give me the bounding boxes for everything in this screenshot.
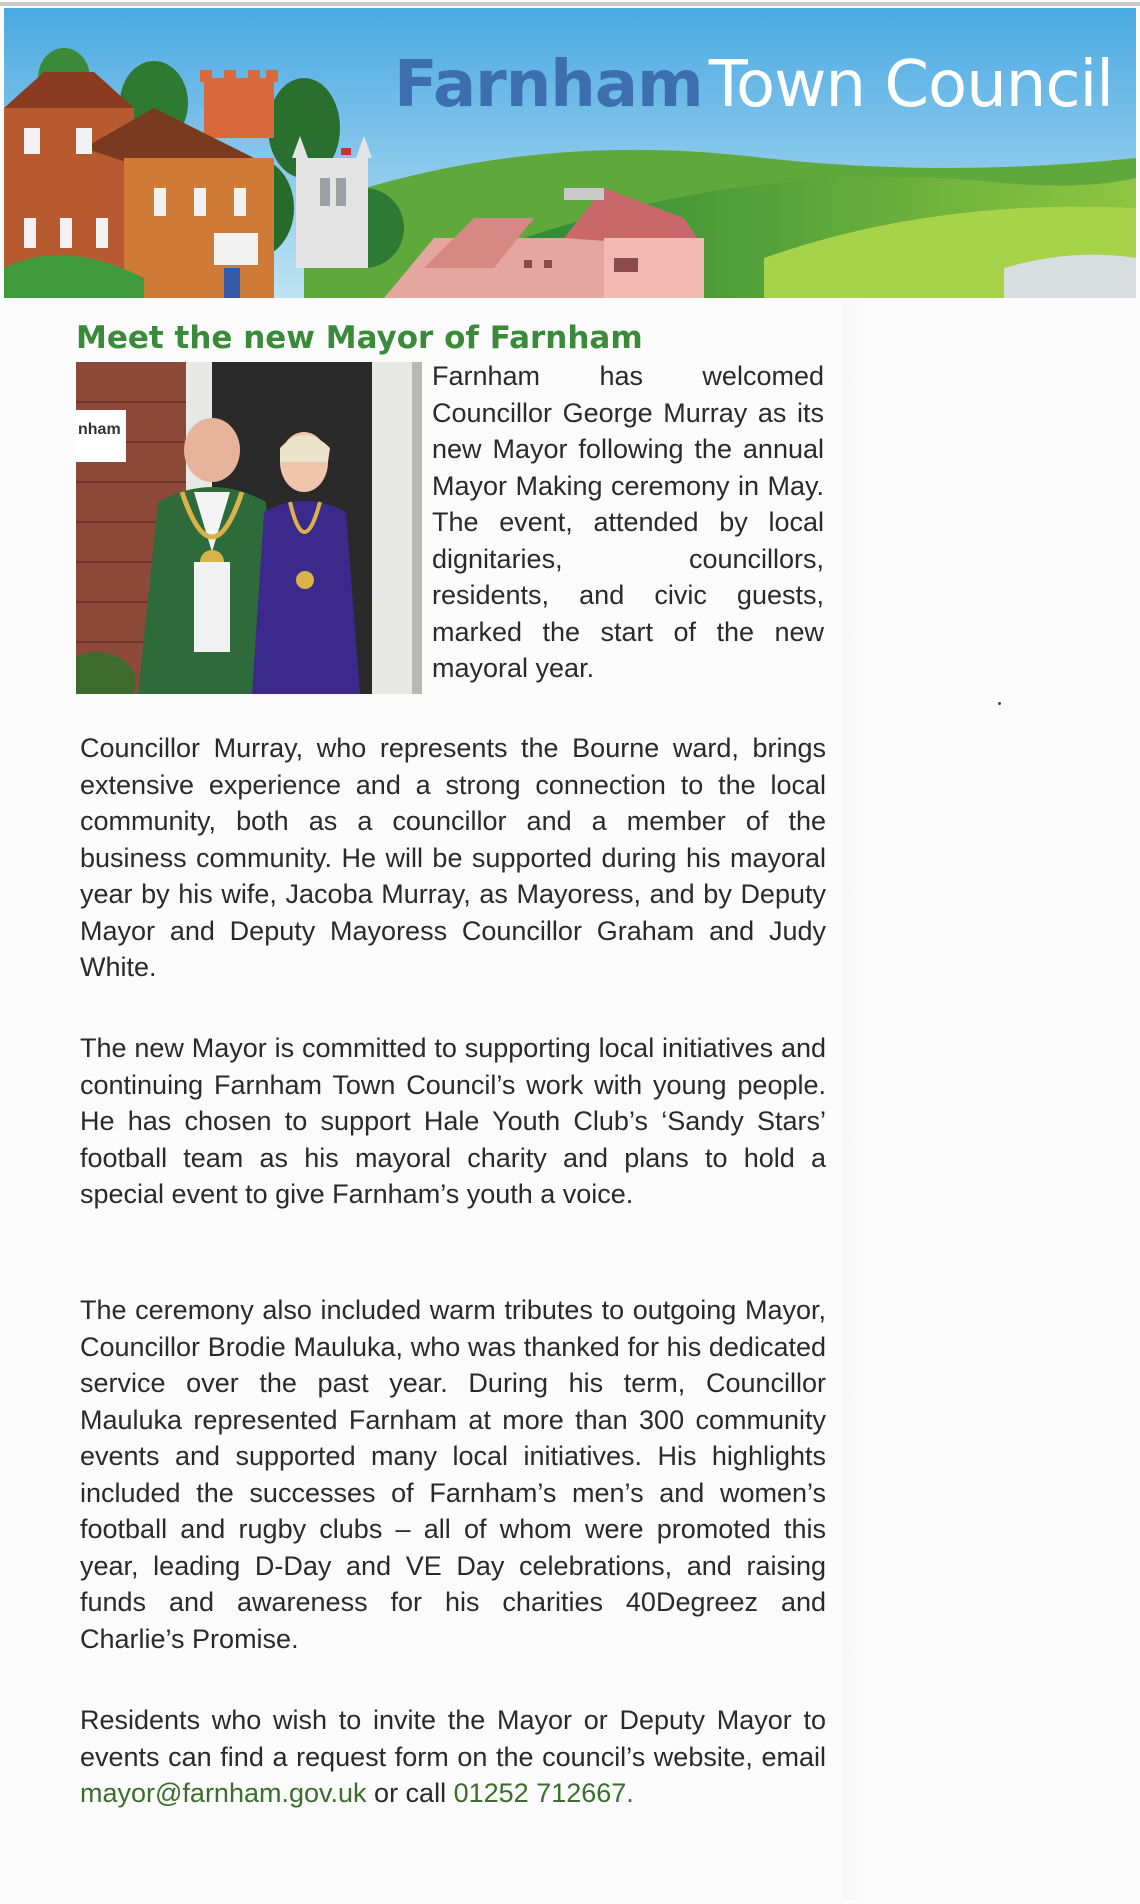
scan-edge-line (0, 2, 1140, 6)
council-phone-number[interactable]: 01252 712667 (453, 1778, 627, 1808)
banner-title (394, 48, 1113, 122)
body-paragraph-3: The ceremony also included warm tributes to outgoing Mayor, Councillor Brodie Mauluka, who was thanked for his dedicated service over the past year. During his term, Councillor Mauluka represented Farnham at more than 300 community events and supported many local initiatives. His highlights included the successes of Farnham’s men’s and women’s football and rugby clubs – all of whom were promoted this year, leading D-Day and VE Day celebrations, and raising funds and awareness for his charities 40Degreez and Charlie’s Promise. (80, 1295, 826, 1654)
intro-paragraph: Farnham has welcomed Councillor George Murray as its new Mayor following the annual Mayor Making ceremony in May. The event, attended by local dignitaries, councillors, residents, and civic guests, marked the start of the new mayoral year. (432, 361, 824, 683)
banner-title-light: Town Council (708, 48, 1114, 122)
contact-mid: or call (374, 1778, 447, 1808)
contact-paragraph (80, 1702, 826, 1812)
body-paragraph-2: The new Mayor is committed to supporting local initiatives and continuing Farnham Town Council’s work with young people. He has chosen to support Hale Youth Club’s ‘Sandy Stars’ football team as his mayoral charity and plans to hold a special event to give Farnham’s youth a voice. (80, 1033, 826, 1209)
mayor-email-link[interactable]: mayor@farnham.gov.uk (80, 1778, 367, 1808)
scan-speck (998, 702, 1001, 705)
article-heading: Meet the new Mayor of Farnham (76, 320, 643, 356)
article (0, 300, 1140, 1904)
body-paragraph-1: Councillor Murray, who represents the Bourne ward, brings extensive experience and a strong connection to the local community, both as a councillor and a member of the business community. He will be supported during his mayoral year by his wife, Jacoba Murray, as Mayoress, and by Deputy Mayor and Deputy Mayoress Councillor Graham and Judy White. (80, 733, 826, 982)
contact-lead: Residents who wish to invite the Mayor or Deputy Mayor to events can find a request form on the council’s website, email (80, 1705, 826, 1772)
photo-sign-text: nham (78, 421, 121, 438)
council-banner (4, 8, 1136, 298)
contact-end: . (626, 1778, 634, 1808)
banner-title-bold: Farnham (394, 48, 703, 122)
mayor-photo (76, 362, 422, 694)
